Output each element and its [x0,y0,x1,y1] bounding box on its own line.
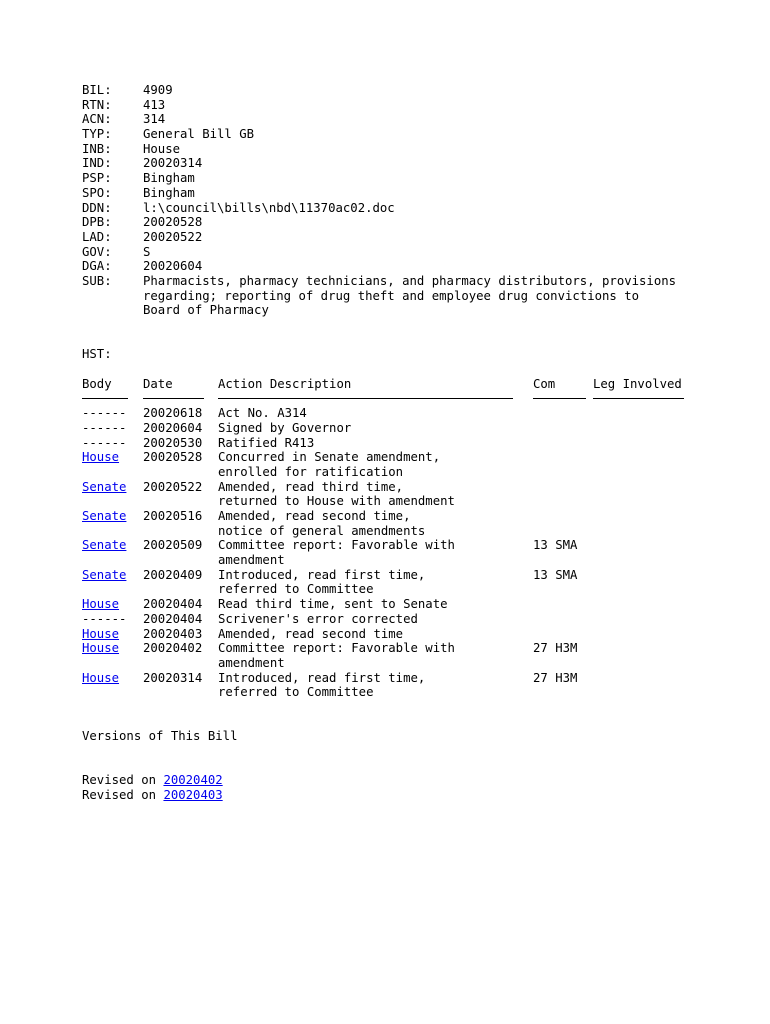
history-com: 27 H3M [533,670,578,685]
history-action [218,421,533,436]
history-body-cell [82,627,143,642]
field-value-line: 314 [143,112,166,127]
history-action-line: Introduced, read first time, [218,567,426,582]
history-leg [593,538,693,567]
history-action [218,450,533,479]
header-com: Com [533,376,556,391]
field-label: SUB: [82,273,112,288]
field-value-line: 413 [143,97,166,112]
field-value-line: 20020528 [143,215,203,230]
history-leg [593,627,693,642]
history-action-line: referred to Committee [218,685,374,700]
history-leg [593,509,693,538]
spacer [82,715,722,730]
field-label: DPB: [82,215,112,230]
field-row [82,245,722,260]
history-body-cell [82,671,143,700]
history-com [533,450,593,479]
field-row [82,98,722,113]
history-row [82,612,722,627]
field-row [82,186,722,201]
field-value [143,259,722,274]
history-com [533,627,593,642]
version-link[interactable]: 20020403 [163,788,223,803]
history-com [533,421,593,436]
history-row [82,641,722,670]
field-value-line: Bingham [143,171,195,186]
field-label: PSP: [82,171,112,186]
history-action-line: amendment [218,553,285,568]
field-value [143,156,722,171]
history-action-line: Act No. A314 [218,406,307,421]
field-row [82,112,722,127]
field-value-line: 20020314 [143,156,203,171]
history-action-line: Amended, read second time, [218,508,411,523]
field-value-line: House [143,141,181,156]
history-action [218,509,533,538]
field-row [82,83,722,98]
body-link[interactable]: House [82,670,120,685]
history-body-cell [82,538,143,567]
field-row [82,156,722,171]
history-row [82,671,722,700]
history-row [82,450,722,479]
field-label: INB: [82,141,112,156]
history-label: HST: [82,347,112,362]
versions-heading: Versions of This Bill [82,729,238,744]
field-value [143,171,722,186]
history-date: 20020528 [143,450,203,465]
history-com: 13 SMA [533,538,578,553]
history-leg [593,406,693,421]
history-com [533,480,593,509]
field-row [82,127,722,142]
field-label: ACN: [82,112,112,127]
field-row [82,201,722,216]
history-table [82,406,722,700]
field-value-line: Board of Pharmacy [143,303,269,318]
spacer [82,700,722,715]
history-action-line: Committee report: Favorable with [218,538,455,553]
field-value-line: l:\council\bills\nbd\11370ac02.doc [143,200,395,215]
field-value [143,215,722,230]
spacer [82,333,722,348]
field-value [143,230,722,245]
field-value [143,274,722,318]
history-date: 20020409 [143,567,203,582]
history-action-line: Signed by Governor [218,420,352,435]
field-row [82,230,722,245]
history-body-cell [82,612,143,627]
history-action-line: Scrivener's error corrected [218,611,418,626]
body-dashes: ------ [82,611,127,626]
spacer [82,318,722,333]
history-row [82,406,722,421]
history-action [218,641,533,670]
history-leg [593,450,693,479]
body-link[interactable]: House [82,641,120,656]
body-dashes: ------ [82,406,127,421]
history-action-line: referred to Committee [218,582,374,597]
history-row [82,568,722,597]
history-row [82,538,722,567]
history-body-cell [82,568,143,597]
history-leg [593,612,693,627]
history-date: 20020314 [143,670,203,685]
body-link[interactable]: Senate [82,508,127,523]
history-date: 20020402 [143,641,203,656]
field-label: DGA: [82,259,112,274]
history-date: 20020404 [143,597,203,612]
field-value-line: General Bill GB [143,127,255,142]
header-action: Action Description [218,376,352,391]
header-leg: Leg Involved [593,376,682,391]
history-com [533,597,593,612]
history-date: 20020530 [143,435,203,450]
history-action-line: Amended, read second time [218,626,404,641]
version-item [82,788,722,803]
history-com: 13 SMA [533,567,578,582]
versions-list [82,773,722,802]
field-row [82,171,722,186]
history-row [82,436,722,451]
history-action-line: amendment [218,655,285,670]
history-action [218,568,533,597]
history-leg [593,641,693,670]
history-action-line: enrolled for ratification [218,464,404,479]
field-label: BIL: [82,83,112,97]
history-com [533,436,593,451]
body-link[interactable]: House [82,597,120,612]
field-value-line: 4909 [143,83,173,97]
history-action-line: Ratified R413 [218,435,315,450]
field-label: DDN: [82,200,112,215]
bill-document [82,83,722,803]
history-date: 20020618 [143,406,203,421]
header-body: Body [82,376,112,391]
body-link[interactable]: House [82,626,120,641]
history-body-cell [82,597,143,612]
field-value-line: regarding; reporting of drug theft and employee drug convictions to [143,288,640,303]
history-header-row [82,377,722,392]
spacer [82,744,722,759]
history-com: 27 H3M [533,641,578,656]
history-row [82,480,722,509]
history-action [218,612,533,627]
field-value [143,112,722,127]
field-label: TYP: [82,127,112,142]
history-action [218,627,533,642]
history-row [82,597,722,612]
body-link[interactable]: Senate [82,479,127,494]
history-action-line: returned to House with amendment [218,494,455,509]
body-dashes: ------ [82,420,127,435]
field-value-line: Pharmacists, pharmacy technicians, and pharmacy distributors, provisions [143,273,677,288]
field-label: SPO: [82,185,112,200]
history-leg [593,480,693,509]
history-leg [593,436,693,451]
field-label: IND: [82,156,112,171]
field-value-line: S [143,244,151,259]
history-date: 20020509 [143,538,203,553]
history-action-line: Concurred in Senate amendment, [218,450,441,465]
history-action [218,436,533,451]
field-label: GOV: [82,244,112,259]
rule-com [533,398,586,399]
history-action-line: Committee report: Favorable with [218,641,455,656]
history-date: 20020404 [143,611,203,626]
field-label: LAD: [82,229,112,244]
history-body-cell [82,480,143,509]
history-body-cell [82,450,143,479]
field-value [143,98,722,113]
history-action [218,597,533,612]
body-link[interactable]: House [82,450,120,465]
history-action [218,406,533,421]
header-date: Date [143,376,173,391]
history-action-line: Amended, read third time, [218,479,404,494]
field-value [143,201,722,216]
history-date: 20020522 [143,479,203,494]
rule-date [143,398,204,399]
field-value-line: 20020604 [143,259,203,274]
field-value [143,127,722,142]
history-row [82,421,722,436]
history-action [218,538,533,567]
history-body-cell [82,436,143,451]
history-body-cell [82,509,143,538]
version-prefix: Revised on [82,773,164,788]
rule-leg [593,398,684,399]
history-leg [593,568,693,597]
field-value [143,245,722,260]
history-body-cell [82,641,143,670]
field-value [143,83,722,98]
spacer [82,759,722,774]
rule-body [82,398,128,399]
version-prefix: Revised on [82,788,164,803]
history-body-cell [82,421,143,436]
history-leg [593,421,693,436]
history-header-rules [82,391,722,406]
history-action-line: Introduced, read first time, [218,670,426,685]
history-leg [593,597,693,612]
spacer [82,362,722,377]
history-row [82,509,722,538]
field-value [143,186,722,201]
history-action-line: notice of general amendments [218,523,426,538]
bill-fields [82,83,722,318]
history-leg [593,671,693,700]
field-row [82,274,722,318]
field-value [143,142,722,157]
history-row [82,627,722,642]
version-link[interactable]: 20020402 [163,773,223,788]
version-item [82,773,722,788]
history-com [533,612,593,627]
history-date: 20020604 [143,420,203,435]
field-value-line: 20020522 [143,229,203,244]
field-label: RTN: [82,97,112,112]
history-date: 20020403 [143,626,203,641]
field-row [82,259,722,274]
history-action-line: Read third time, sent to Senate [218,597,448,612]
history-com [533,406,593,421]
body-link[interactable]: Senate [82,538,127,553]
rule-action [218,398,513,399]
field-row [82,142,722,157]
field-value-line: Bingham [143,185,195,200]
history-body-cell [82,406,143,421]
body-dashes: ------ [82,435,127,450]
history-action [218,671,533,700]
field-row [82,215,722,230]
history-action [218,480,533,509]
history-com [533,509,593,538]
body-link[interactable]: Senate [82,567,127,582]
history-date: 20020516 [143,508,203,523]
